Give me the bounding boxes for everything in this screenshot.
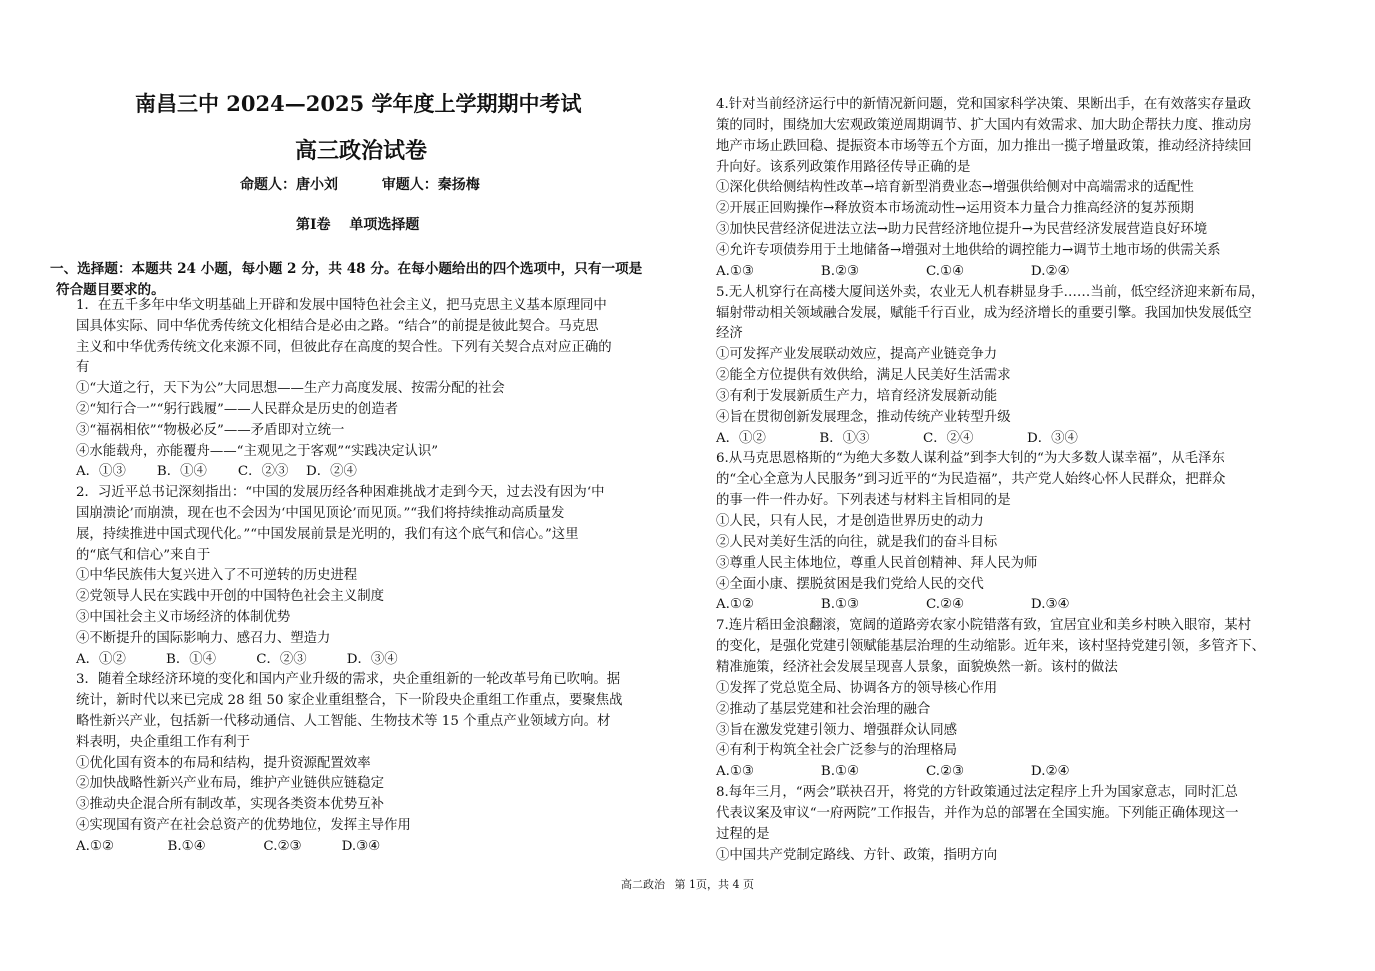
- right-text-line: ④旨在贯彻创新发展理念，推动传统产业转型升级: [716, 409, 1011, 425]
- section-heading: 第Ⅰ卷 单项选择题: [296, 217, 420, 233]
- right-text-line: ③有利于发展新质生产力，培育经济发展新动能: [716, 388, 998, 404]
- right-text-line: ①可发挥产业发展联动效应，提高产业链竞争力: [716, 347, 998, 363]
- right-text-line: ①中国共产党制定路线、方针、政策，指明方向: [716, 847, 998, 863]
- left-text-line: ①优化国有资本的布局和结构，提升资源配置效率: [76, 755, 371, 771]
- right-text-line: ②能全方位提供有效供给，满足人民美好生活需求: [716, 368, 1011, 384]
- right-text-line: 的事一件一件办好。下列表述与材料主旨相同的是: [716, 493, 1011, 509]
- right-text-line: 7.连片稻田金浪翻滚，宽阔的道路旁农家小院错落有致，宜居宜业和美乡村映入眼帘，某村: [716, 618, 1252, 634]
- left-text-line: 料表明，央企重组工作有利于: [76, 734, 251, 750]
- right-text-line: ④全面小康、摆脱贫困是我们党给人民的交代: [716, 576, 984, 592]
- instructions-line-2: 符合题目要求的。: [56, 282, 165, 298]
- right-text-line: 代表议案及审议“一府两院”工作报告，并作为总的部署在全国实施。下列能正确体现这一: [716, 805, 1239, 821]
- paper-subtitle: 高三政治试卷: [295, 138, 428, 164]
- right-text-line: 精准施策，经济社会发展呈现喜人景象，面貌焕然一新。该村的做法: [716, 659, 1118, 675]
- left-text-line: ①“大道之行，天下为公”大同思想——生产力高度发展、按需分配的社会: [76, 381, 505, 397]
- right-text-line: A.①③ B.②③ C.①④ D.②④: [716, 263, 1070, 279]
- left-text-line: 2．习近平总书记深刻指出：“中国的发展历经各种困难挑战才走到今天，过去没有因为‘中: [76, 485, 605, 501]
- left-text-line: ④水能载舟，亦能覆舟——“主观见之于客观”“实践决定认识”: [76, 443, 439, 459]
- left-text-line: ②党领导人民在实践中开创的中国特色社会主义制度: [76, 589, 384, 605]
- right-text-line: 的变化，是强化党建引领赋能基层治理的生动缩影。近年来，该村坚持党建引领，多管齐下、: [716, 639, 1266, 655]
- left-text-line: ③“福祸相依”“物极必反”——矛盾即对立统一: [76, 422, 345, 438]
- right-text-line: ②推动了基层党建和社会治理的融合: [716, 701, 931, 717]
- left-text-line: ④不断提升的国际影响力、感召力、塑造力: [76, 630, 331, 646]
- right-text-line: ④允许专项债券用于土地储备→增强对土地供给的调控能力→调节土地市场的供需关系: [716, 242, 1221, 258]
- right-text-line: ①人民，只有人民，才是创造世界历史的动力: [716, 514, 984, 529]
- right-text-line: 策的同时，围绕加大宏观政策逆周期调节、扩大国内有效需求、加大助企帮扶力度、推动房: [716, 117, 1252, 133]
- right-text-line: 4.针对当前经济运行中的新情况新问题，党和国家科学决策、果断出手，在有效落实存量政: [716, 97, 1252, 112]
- page-footer: [0, 876, 1375, 892]
- right-text-line: ②人民对美好生活的向往，就是我们的奋斗目标: [716, 534, 998, 550]
- right-text-line: ①深化供给侧结构性改革→培育新型消费业态→增强供给侧对中高端需求的适配性: [716, 180, 1194, 196]
- author-line: [240, 174, 480, 194]
- left-text-line: 展，持续推进中国式现代化。”“中国发展前景是光明的，我们有这个底气和信心。”这里: [76, 526, 579, 542]
- right-text-line: 的“全心全意为人民服务”到习近平的“为民造福”，共产党人始终心怀人民群众，把群众: [716, 472, 1226, 488]
- right-text-line: 5.无人机穿行在高楼大厦间送外卖，农业无人机春耕显身手……当前，低空经济迎来新布局，: [716, 284, 1265, 300]
- right-text-line: ②开展正回购操作→释放资本市场流动性→运用资本力量合力推高经济的复苏预期: [716, 201, 1194, 217]
- left-text-line: 统计，新时代以来已完成 28 组 50 家企业重组整合，下一阶段央企重组工作重点，要聚焦战: [76, 693, 623, 709]
- right-text-line: 8.每年三月，“两会”联袂召开，将党的方针政策通过法定程序上升为国家意志，同时汇总: [716, 785, 1238, 801]
- left-text-line: A．①② B．①④ C．②③ D．③④: [76, 651, 398, 667]
- right-text-line: 6.从马克思恩格斯的“为绝大多数人谋利益”到李大钊的“为大多数人谋幸福”，从毛泽东: [716, 451, 1225, 467]
- instructions-line-1: 一、选择题：本题共 24 小题，每小题 2 分，共 48 分。在每小题给出的四个选项中，只有一项是: [50, 261, 643, 277]
- right-text-line: ③旨在激发党建引领力、增强群众认同感: [716, 722, 958, 738]
- footer-subject: 高二政治: [621, 878, 665, 891]
- right-text-line: 过程的是: [716, 826, 770, 842]
- left-text-line: 的“底气和信心”来自于: [76, 547, 211, 563]
- left-text-line: A.①② B.①④ C.②③ D.③④: [76, 838, 381, 854]
- left-text-line: ③中国社会主义市场经济的体制优势: [76, 610, 291, 625]
- left-text-line: 主义和中华优秀传统文化来源不同，但彼此存在高度的契合性。下列有关契合点对应正确的: [76, 339, 612, 355]
- left-text-line: ②加快战略性新兴产业布局，维护产业链供应链稳定: [76, 776, 384, 792]
- footer-page: 第 1页，共 4 页: [674, 878, 754, 891]
- right-text-line: 辐射带动相关领域融合发展，赋能千行百业，成为经济增长的重要引擎。我国加快发展低空: [716, 305, 1252, 321]
- left-text-line: 3．随着全球经济环境的变化和国内产业升级的需求，央企重组新的一轮改革号角已吹响。据: [76, 672, 621, 688]
- right-text-line: A.①③ B.①④ C.②③ D.②④: [716, 764, 1070, 780]
- left-text-line: 略性新兴产业，包括新一代移动通信、人工智能、生物技术等 15 个重点产业领域方向。材: [76, 714, 611, 729]
- left-text-line: 1．在五千多年中华文明基础上开辟和发展中国特色社会主义，把马克思主义基本原理同中: [76, 298, 607, 313]
- left-text-line: ①中华民族伟大复兴进入了不可逆转的历史进程: [76, 568, 358, 584]
- left-text-line: 国具体实际、同中华优秀传统文化相结合是必由之路。“结合”的前提是彼此契合。马克思: [76, 318, 599, 334]
- author-label: 命题人：唐小刘: [240, 177, 338, 193]
- left-text-line: A．①③ B．①④ C．②③ D．②④: [76, 464, 357, 480]
- right-text-line: ③加快民营经济促进法立法→助力民营经济地位提升→为民营经济发展营造良好环境: [716, 222, 1208, 238]
- left-text-line: ④实现国有资产在社会总资产的优势地位，发挥主导作用: [76, 818, 411, 833]
- right-text-line: 升向好。该系列政策作用路径传导正确的是: [716, 159, 971, 175]
- left-text-line: 有: [76, 360, 90, 376]
- right-text-line: 地产市场止跌回稳、提振资本市场等五个方面，加力推出一揽子增量政策，推动经济持续回: [716, 138, 1252, 154]
- exam-title: 南昌三中 2024—2025 学年度上学期期中考试: [135, 91, 582, 116]
- right-text-line: A.①② B.①③ C.②④ D.③④: [716, 597, 1070, 613]
- left-text-line: ③推动央企混合所有制改革，实现各类资本优势互补: [76, 797, 384, 813]
- left-text-line: ②“知行合一”“躬行践履”——人民群众是历史的创造者: [76, 402, 398, 417]
- right-text-line: 经济: [716, 326, 743, 342]
- right-text-line: ①发挥了党总览全局、协调各方的领导核心作用: [716, 680, 998, 696]
- left-text-line: 国崩溃论’而崩溃，现在也不会因为‘中国见顶论’而见顶。”“我们将持续推动高质量发: [76, 506, 565, 521]
- reviewer-label: 审题人：秦扬梅: [381, 177, 480, 193]
- right-text-line: ④有利于构筑全社会广泛参与的治理格局: [716, 743, 958, 759]
- right-text-line: A．①② B．①③ C．②④ D．③④: [716, 430, 1078, 446]
- right-text-line: ③尊重人民主体地位，尊重人民首创精神、拜人民为师: [716, 555, 1038, 571]
